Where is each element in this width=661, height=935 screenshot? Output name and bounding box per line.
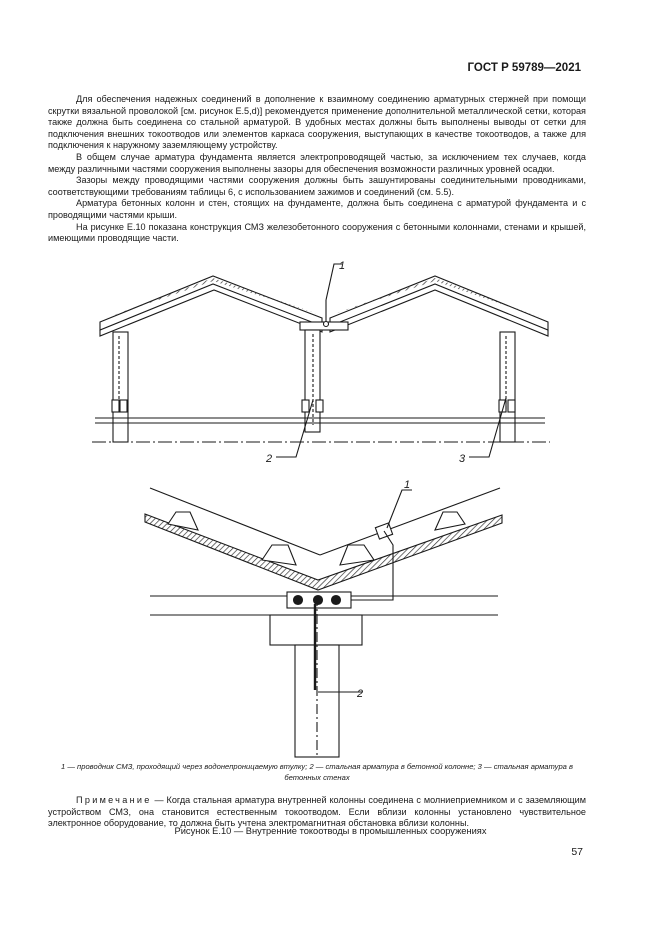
ridge-detail-drawing (145, 488, 502, 757)
page-number: 57 (571, 846, 583, 858)
label-2-lower: 2 (357, 688, 364, 700)
figure-caption: Рисунок Е.10 — Внутренние токоотводы в промышленных сооружениях (174, 826, 487, 836)
standard-header: ГОСТ Р 59789—2021 (467, 62, 581, 74)
label-2-upper: 2 (266, 453, 273, 465)
note-prefix: Примечание (76, 795, 152, 805)
paragraph: Для обеспечения надежных соединений в дополнение к взаимному соединению арматурных стержней при помощи скрутки вязальной проволокой [см. рисунок Е.5,d)] рекомендуется применение дополнительной металлической сетки, которая также должна быть соединена со стальной арматурой. В удобных местах должны быть выполнены выводы от сетки для подключения внешних токоотводов или элементов каркаса сооружения, выступающих в качестве токоотводов, а также для подключения к наружному заземляющему устройству. (48, 94, 586, 151)
note-text: — Когда стальная арматура внутренней колонны соединена с молниеприемником и с заземляющим устройством СМЗ, она становится естественным токоотводом. Если вблизи колонны установлено чувствительное электронное оборудование, то должна быть учтена электромагнитная обстановка вблизи колонны. (48, 795, 586, 829)
legend-num-2: 2 (309, 762, 314, 771)
legend-text-2: — стальная арматура в бетонной колонне; (313, 762, 478, 771)
legend-num-3: 3 (477, 762, 482, 771)
legend-num-1: 1 (61, 762, 66, 771)
paragraph: На рисунке Е.10 показана конструкция СМЗ железобетонного сооружения с бетонными колоннами, стенами и крышей, имеющими проводящие части. (48, 221, 586, 244)
building-section-drawing (92, 264, 550, 457)
figure-legend (48, 762, 586, 783)
paragraph: Арматура бетонных колонн и стен, стоящих на фундаменте, должна быть соединена с арматурой фундамента и с проводящими частями крыши. (48, 198, 586, 220)
paragraph: В общем случае арматура фундамента является электропроводящей частью, за исключением тех случаев, когда между различными частями сооружения выполнены зазоры для обеспечения возможности различных уровней осадки. (48, 151, 586, 174)
legend-text-3: — стальная арматура в бетонных стенах (284, 762, 573, 782)
paragraph: Зазоры между проводящими частями сооружения должны быть зашунтированы соединительными проводниками, соответствующими требованиям таблицы 6, с использованием зажимов и соединений (см. 5.5). (48, 175, 586, 197)
label-1-upper: 1 (339, 260, 346, 272)
label-3: 3 (459, 453, 466, 465)
note-block (48, 795, 586, 830)
label-1-lower: 1 (404, 479, 411, 491)
legend-text-1: — проводник СМЗ, проходящий через водонепроницаемую втулку; (65, 762, 310, 771)
